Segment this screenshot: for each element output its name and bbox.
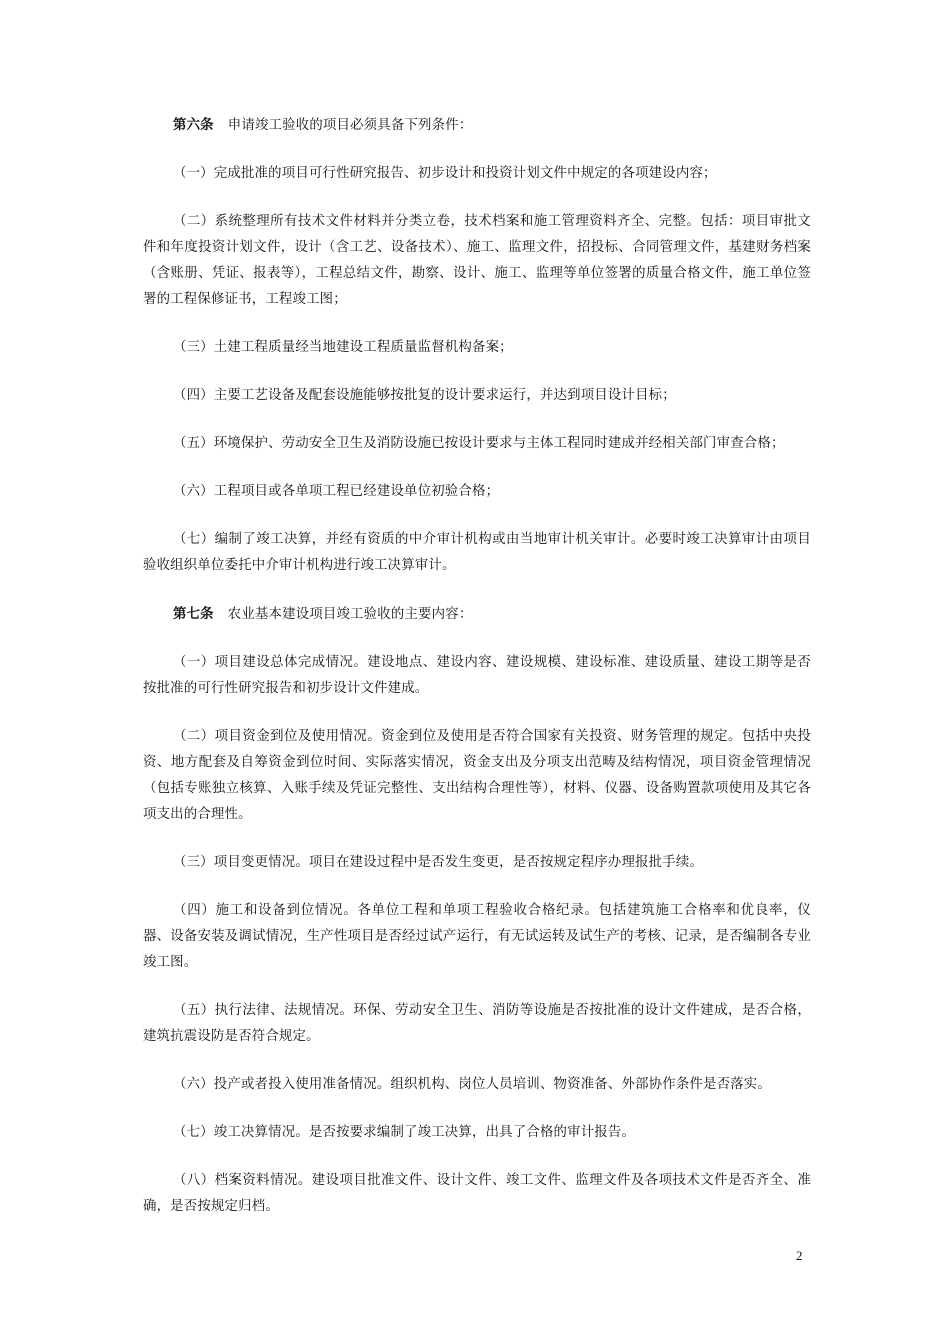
page-number: 2 [796,1248,803,1263]
article-6-item-1: （一）完成批准的项目可行性研究报告、初步设计和投资计划文件中规定的各项建设内容； [173,166,717,181]
paragraph-text: 申请竣工验收的项目必须具备下列条件： [227,118,473,133]
article-6-item-2: （二）系统整理所有技术文件材料并分类立卷，技术档案和施工管理资料齐全、完整。包括：项目审批文件和年度投资计划文件，设计（含工艺、设备技术）、施工、监理文件，招投标、合同管理文件，基建财务档案（含账册、凭证、报表等），工程总结文件，勘察、设计、施工、监理等单位签署的质量合格文件，施工单位签署的工程保修证书，工程竣工图； [143,214,811,307]
article-7-item-3: （三）项目变更情况。项目在建设过程中是否发生变更，是否按规定程序办理报批手续。 [173,855,704,870]
article-7-item-6: （六）投产或者投入使用准备情况。组织机构、岗位人员培训、物资准备、外部协作条件是否落实。 [173,1077,771,1092]
article-label: 第六条 [173,117,214,133]
article-6-item-5: （五）环境保护、劳动安全卫生及消防设施已按设计要求与主体工程同时建成并经相关部门审查合格； [173,436,785,451]
article-7-item-5: （五）执行法律、法规情况。环保、劳动安全卫生、消防等设施是否按批准的设计文件建成，是否合格，建筑抗震设防是否符合规定。 [143,1003,811,1044]
article-6-item-6: （六）工程项目或各单项工程已经建设单位初验合格； [173,484,500,499]
article-7-item-2: （二）项目资金到位及使用情况。资金到位及使用是否符合国家有关投资、财务管理的规定。包括中央投资、地方配套及自筹资金到位时间、实际落实情况，资金支出及分项支出范畴及结构情况，项目资金管理情况（包括专账独立核算、入账手续及凭证完整性、支出结构合理性等），材料、仪器、设备购置款项使用及其它各项支出的合理性。 [143,729,811,822]
article-label: 第七条 [173,606,214,622]
article-7-item-1: （一）项目建设总体完成情况。建设地点、建设内容、建设规模、建设标准、建设质量、建设工期等是否按批准的可行性研究报告和初步设计文件建成。 [143,655,811,696]
article-7-item-7: （七）竣工决算情况。是否按要求编制了竣工决算，出具了合格的审计报告。 [173,1125,636,1140]
article-6-item-3: （三）土建工程质量经当地建设工程质量监督机构备案； [173,340,513,355]
paragraph-text: 农业基本建设项目竣工验收的主要内容： [227,607,473,622]
article-6-heading [143,112,811,139]
document-body [143,112,811,1242]
article-6-item-7: （七）编制了竣工决算，并经有资质的中介审计机构或由当地审计机关审计。必要时竣工决算审计由项目验收组织单位委托中介审计机构进行竣工决算审计。 [143,532,811,573]
article-6-item-4: （四）主要工艺设备及配套设施能够按批复的设计要求运行，并达到项目设计目标； [173,388,676,403]
article-7-item-4: （四）施工和设备到位情况。各单位工程和单项工程验收合格纪录。包括建筑施工合格率和优良率，仪器、设备安装及调试情况，生产性项目是否经过试产运行，有无试运转及试生产的考核、记录，是否编制各专业竣工图。 [143,903,811,970]
article-7-item-8: （八）档案资料情况。建设项目批准文件、设计文件、竣工文件、监理文件及各项技术文件是否齐全、准确，是否按规定归档。 [143,1173,811,1214]
article-7-heading [143,601,811,628]
